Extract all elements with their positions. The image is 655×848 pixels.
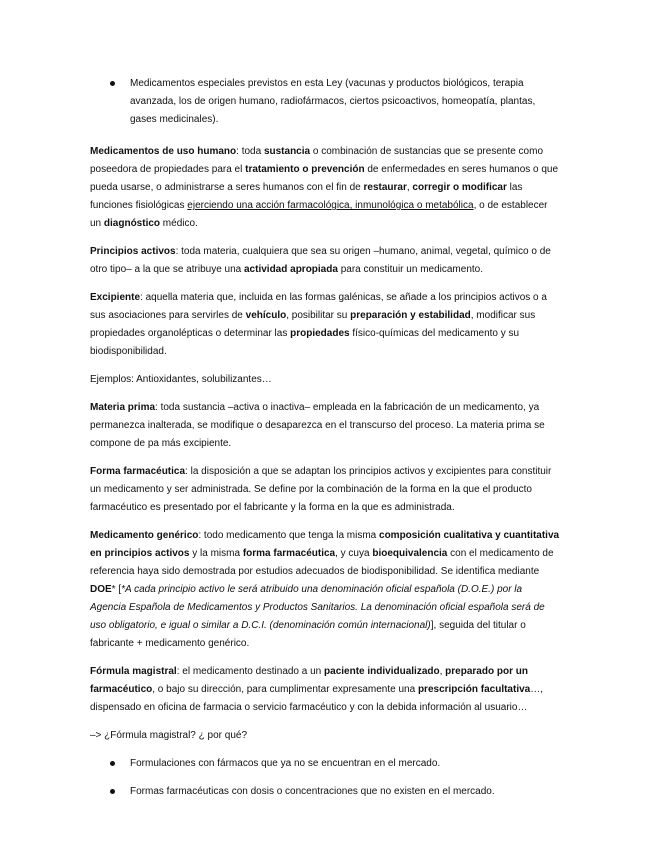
list-item-text: Formulaciones con fármacos que ya no se encuentran en el mercado. [130,758,441,769]
definition-excipiente [90,289,560,361]
text: …, dispensado en oficina de farmacia o servicio farmacéutico y con la debida información al usuario… [90,684,543,713]
definition-medicamento-generico [90,527,560,653]
bold-text: paciente individualizado [324,666,440,677]
bullet-icon [110,789,115,794]
text: de enfermedades en seres humanos o que pueda usarse, o administrarse a seres humanos con el fin de [90,164,559,193]
text: , modificar sus propiedades organolépticas o determinar las [90,310,536,339]
text: , [406,182,413,193]
text: para constituir un medicamento. [337,264,483,275]
text: : la disposición a que se adaptan los principios activos y excipientes para constituir un medicamento y ser administrada. Se define por la combinación de la forma en la que el producto farmacéutico es presentado por el fabricante y la forma en la que es administrada. [90,466,552,513]
underlined-text: ejerciendo una acción farmacológica, inmunológica o metabólica [187,200,474,211]
bold-text: prescripción facultativa [417,684,531,695]
ejemplos-line: Ejemplos: Antioxidantes, solubilizantes… [90,374,272,385]
bold-text: bioequivalencia [372,548,448,559]
bold-text: tratamiento o prevención [245,164,365,175]
term-forma-farmaceutica: Forma farmacéutica [90,466,186,477]
bullet-icon [110,81,115,86]
term-materia-prima: Materia prima [90,402,156,413]
text: físico-químicas del medicamento y su biodisponibilidad. [90,328,520,357]
bold-text: diagnóstico [103,218,161,229]
list-item-text: Medicamentos especiales previstos en esta Ley (vacunas y productos biológicos, terapia avanzada, los de origen humano, radiofármacos, ciertos psicoactivos, homeopatía, plantas, gases medicinales). [130,78,536,125]
text: , posibilitar su [286,310,351,321]
term-medicamentos-uso-humano: Medicamentos de uso humano [90,146,237,157]
bold-text: sustancia [263,146,311,157]
text: ], seguida del titular o fabricante + medicamento genérico. [90,620,526,649]
term-principios-activos: Principios activos [90,246,176,257]
text: * [ [111,584,122,595]
text: : toda sustancia –activa o inactiva– empleada en la fabricación de un medicamento, ya permanezca inalterada, se modifique o desaparezca en el transcurso del proceso. La materia prima se compone de pa más excipiente. [90,402,545,449]
bold-text: DOE [90,584,112,595]
text: , o de establecer un [90,200,548,229]
term-medicamento-generico: Medicamento genérico [90,530,199,541]
list-item [90,783,560,801]
definition-materia-prima [90,399,560,453]
bullet-icon [110,761,115,766]
text: , o bajo su dirección, para cumplimentar expresamente una [152,684,418,695]
text: : todo medicamento que tenga la misma [198,530,380,541]
text: : toda materia, cualquiera que sea su origen –humano, animal, vegetal, químico o de otro tipo– a la que se atribuye una [90,246,551,275]
bold-text: actividad apropiada [244,264,338,275]
bold-text: vehículo [245,310,287,321]
text: las funciones fisiológicas [90,182,523,211]
definition-forma-farmaceutica [90,463,560,517]
text: , y cuya [335,548,373,559]
text: o combinación de sustancias que se presente como poseedora de propiedades para el [90,146,544,175]
bold-text: restaurar [363,182,407,193]
text: médico. [160,218,198,229]
definition-formula-magistral [90,663,560,717]
text: : aquella materia que, incluida en las formas galénicas, se añade a los principios activos o a sus asociaciones para servirles de [90,292,547,321]
text: y la misma [189,548,243,559]
bold-text: forma farmacéutica [242,548,336,559]
bold-text: propiedades [290,328,350,339]
list-item [90,755,560,773]
text: , [439,666,446,677]
bold-text: preparado por un farmacéutico [90,666,528,695]
bullet-list-bottom [90,755,560,801]
text: : el medicamento destinado a un [176,666,325,677]
document-content [90,75,560,801]
bold-text: composición cualitativa y cuantitativa en principios activos [90,530,560,559]
term-excipiente: Excipiente [90,292,141,303]
definition-principios-activos [90,243,560,279]
bold-text: preparación y estabilidad [350,310,471,321]
italic-text: *A cada principio activo le será atribuido una denominación oficial española (D.O.E.) por la Agencia Española de Medicamentos y Productos Sanitarios. La denominación oficial española será de uso obligatorio, e igual o similar a D.C.I. (denominación común internacional) [90,584,545,631]
text: : toda [236,146,264,157]
term-formula-magistral: Fórmula magistral [90,666,177,677]
bullet-list-top [90,75,560,129]
definition-medicamentos-uso-humano [90,143,560,233]
question-line: –> ¿Fórmula magistral? ¿ por qué? [90,730,248,741]
text: con el medicamento de referencia haya sido demostrada por estudios adecuados de biodisponibilidad. Se identifica mediante [90,548,554,577]
list-item-text: Formas farmacéuticas con dosis o concentraciones que no existen en el mercado. [130,786,495,797]
bold-text: corregir o modificar [412,182,507,193]
list-item [90,75,560,129]
